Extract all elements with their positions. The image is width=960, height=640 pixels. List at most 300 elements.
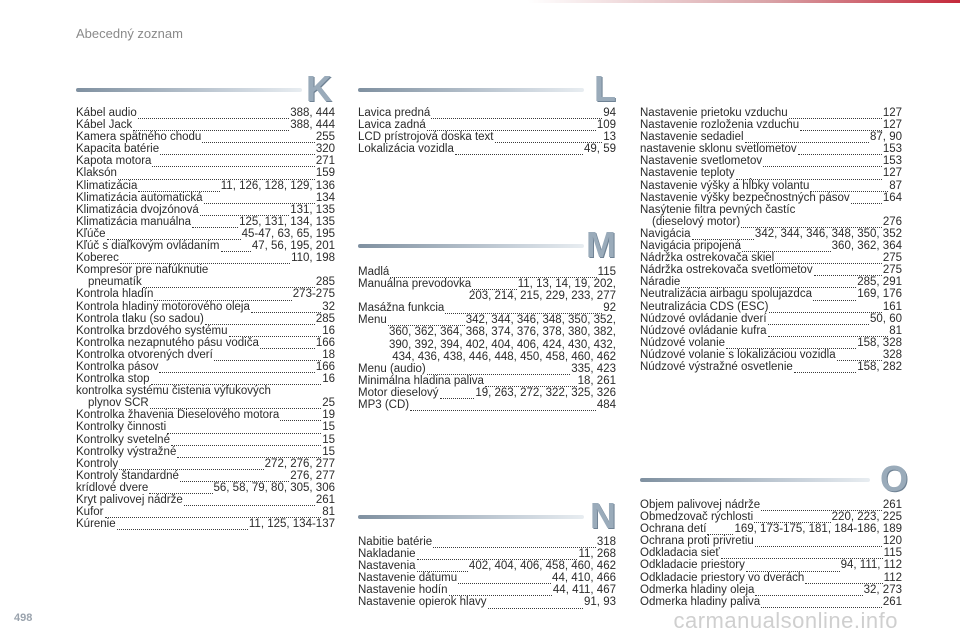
entry-term: Náradie bbox=[640, 276, 681, 289]
entry-row bbox=[640, 264, 902, 276]
entry-pages: 47, 56, 195, 201 bbox=[251, 240, 335, 253]
entry-term: Navigácia bbox=[640, 227, 691, 240]
dot-leader bbox=[769, 303, 881, 313]
entry-row bbox=[76, 216, 335, 228]
entry-pages: 275 bbox=[882, 252, 902, 265]
section-letter-l: L bbox=[594, 68, 616, 109]
entry-pages: 158, 328 bbox=[857, 336, 902, 349]
entry-term: nastavenie sklonu svetlometov bbox=[640, 143, 797, 156]
entry-pages: 32, 273 bbox=[863, 583, 902, 596]
watermark-text: carmanualsonline.info bbox=[673, 608, 898, 633]
entry-term: Nastavenie rozloženia vzduchu bbox=[640, 119, 800, 132]
dot-leader bbox=[171, 436, 321, 446]
dot-leader bbox=[410, 401, 596, 411]
dot-leader bbox=[119, 460, 263, 470]
section-letter-n: N bbox=[590, 495, 616, 536]
entry-pages: 49, 59 bbox=[584, 143, 616, 156]
dot-leader bbox=[427, 365, 570, 375]
entry-term: plynov SCR bbox=[88, 397, 149, 410]
entry-row bbox=[76, 494, 335, 506]
entry-term: Odmerka hladiny oleja bbox=[640, 583, 755, 596]
entry-term: krídlové dvere bbox=[76, 481, 149, 494]
index-column-k bbox=[76, 107, 335, 530]
entry-term: Nastavenie výšky bezpečnostných pásov bbox=[640, 191, 850, 204]
entry-pages: 125, 131, 134, 135 bbox=[239, 215, 335, 228]
entry-term: Kontroly štandardné bbox=[76, 469, 179, 482]
dot-leader bbox=[160, 145, 315, 155]
entry-row bbox=[640, 584, 902, 596]
dot-leader bbox=[177, 448, 321, 458]
index-entry bbox=[76, 301, 335, 313]
entry-term: Manuálna prevodovka bbox=[358, 278, 472, 291]
index-entry bbox=[76, 518, 335, 530]
entry-term: Kontrolka pásov bbox=[76, 360, 159, 373]
index-entry bbox=[358, 375, 616, 387]
dot-leader bbox=[417, 550, 578, 560]
dot-leader bbox=[721, 549, 883, 559]
dot-leader bbox=[214, 351, 321, 361]
section-header-o bbox=[640, 460, 908, 500]
entry-pages: 220, 223, 225 bbox=[831, 511, 902, 524]
entry-term: Kúrenie bbox=[76, 518, 116, 531]
entry-row bbox=[358, 548, 616, 560]
entry-term: Odkladacie priestory bbox=[640, 559, 745, 572]
entry-term: Neutralizácia CDS (ESC) bbox=[640, 300, 769, 313]
entry-row bbox=[640, 523, 902, 535]
dot-leader bbox=[761, 598, 882, 608]
entry-row bbox=[640, 240, 902, 252]
entry-pages: 127 bbox=[882, 167, 902, 180]
entry-pages: 276, 277 bbox=[290, 469, 335, 482]
index-entry bbox=[358, 107, 616, 119]
entry-pages: 261 bbox=[315, 494, 335, 506]
entry-pages: 276 bbox=[882, 215, 902, 228]
dot-leader bbox=[117, 520, 248, 530]
entry-row bbox=[358, 107, 616, 119]
index-entry bbox=[76, 180, 335, 192]
entry-pages: 261 bbox=[882, 595, 902, 608]
index-entry bbox=[76, 240, 335, 252]
entry-row bbox=[358, 119, 616, 131]
entry-pages: 169, 176 bbox=[857, 288, 902, 301]
index-entry bbox=[76, 119, 335, 131]
index-entry bbox=[640, 361, 902, 373]
index-entry bbox=[76, 288, 335, 300]
entry-row bbox=[640, 349, 902, 361]
entry-pages: 153 bbox=[882, 155, 902, 168]
dot-leader bbox=[143, 278, 315, 288]
index-entry bbox=[640, 535, 902, 547]
entry-row bbox=[640, 252, 902, 264]
dot-leader bbox=[495, 133, 603, 143]
index-entry bbox=[640, 349, 902, 361]
entry-term: Minimálna hladina paliva bbox=[358, 374, 484, 387]
section-header-m bbox=[358, 226, 616, 266]
entry-term: Kontroly bbox=[76, 457, 119, 470]
entry-pages: 158, 282 bbox=[857, 360, 902, 373]
dot-leader bbox=[152, 157, 314, 167]
entry-term: Kľúč s diaľkovým ovládaním bbox=[76, 240, 220, 253]
entry-term: Kamera spätného chodu bbox=[76, 131, 202, 144]
index-entry bbox=[76, 264, 335, 288]
entry-term: Nastavenie sedadiel bbox=[640, 131, 744, 144]
entry-row bbox=[76, 252, 335, 264]
entry-row bbox=[358, 387, 616, 399]
entry-term: Klimatizácia manuálna bbox=[76, 215, 192, 228]
entry-pages: 15 bbox=[322, 433, 335, 446]
entry-term-first-line: Kompresor pre nafúknutie bbox=[76, 264, 209, 277]
dot-leader bbox=[761, 501, 882, 511]
top-accent-bar bbox=[0, 0, 960, 3]
index-entry bbox=[76, 482, 335, 494]
entry-row bbox=[358, 560, 616, 572]
entry-pages: 328 bbox=[882, 348, 902, 361]
entry-row bbox=[76, 131, 335, 143]
dot-leader bbox=[681, 278, 856, 288]
entry-term: Nabitie batérie bbox=[358, 536, 433, 548]
index-entry bbox=[76, 216, 335, 228]
entry-term: Odkladacia sieť bbox=[640, 547, 720, 560]
index-entry bbox=[76, 204, 335, 216]
index-entry bbox=[358, 560, 616, 572]
entry-term: Kufor bbox=[76, 506, 104, 519]
entry-pages: 45-47, 63, 65, 195 bbox=[241, 227, 335, 240]
entry-term: Nastavenie dátumu bbox=[358, 572, 458, 585]
dot-leader bbox=[488, 599, 584, 609]
entry-row bbox=[358, 399, 616, 411]
entry-pages: 81 bbox=[322, 506, 335, 519]
entry-pages: 388, 444 bbox=[290, 119, 335, 132]
index-entry bbox=[76, 167, 335, 179]
entry-term: Kľúče bbox=[76, 227, 106, 240]
entry-row bbox=[76, 373, 335, 385]
index-entry bbox=[640, 572, 902, 584]
section-header-k bbox=[76, 70, 332, 110]
entry-row bbox=[358, 596, 616, 608]
entry-pages: 16 bbox=[322, 324, 335, 337]
dot-leader bbox=[149, 484, 212, 494]
entry-term-first-line: kontrolka systému čistenia výfukových bbox=[76, 385, 271, 398]
entry-term: pneumatík bbox=[88, 276, 142, 289]
dot-leader bbox=[798, 145, 882, 155]
entry-term: Nastavenie výšky a hĺbky volantu bbox=[640, 179, 810, 192]
dot-leader bbox=[458, 574, 551, 584]
entry-term: Nastavenie teploty bbox=[640, 167, 735, 180]
index-entry bbox=[358, 143, 616, 155]
index-entry bbox=[358, 363, 616, 375]
dot-leader bbox=[742, 242, 831, 252]
entry-row bbox=[640, 143, 902, 155]
dot-leader bbox=[800, 121, 882, 131]
entry-pages: 272, 276, 277 bbox=[264, 457, 335, 470]
entry-term: Kábel Jack bbox=[76, 119, 133, 132]
index-entry bbox=[76, 131, 335, 143]
entry-row bbox=[76, 107, 335, 119]
dot-leader bbox=[754, 513, 831, 523]
entry-row bbox=[358, 143, 616, 155]
dot-leader bbox=[768, 327, 889, 337]
entry-pages: 112 bbox=[883, 571, 902, 584]
entry-row bbox=[640, 499, 902, 511]
entry-term: Masážna funkcia bbox=[358, 302, 445, 315]
index-column-l bbox=[358, 107, 616, 155]
entry-row bbox=[358, 278, 616, 290]
entry-term: Motor dieselový bbox=[358, 386, 439, 399]
entry-pages: 32 bbox=[322, 300, 335, 313]
entry-pages: 255 bbox=[315, 131, 335, 144]
entry-pages: 320 bbox=[315, 143, 335, 156]
dot-leader bbox=[431, 109, 602, 119]
entry-row bbox=[640, 511, 902, 523]
entry-pages: 388, 444 bbox=[290, 107, 335, 119]
section-divider-line bbox=[358, 88, 584, 92]
dot-leader bbox=[202, 133, 315, 143]
index-entry bbox=[358, 119, 616, 131]
entry-term: Klimatizácia automatická bbox=[76, 191, 203, 204]
entry-row bbox=[76, 470, 335, 482]
entry-pages: 91, 93 bbox=[584, 596, 616, 609]
entry-row bbox=[76, 349, 335, 361]
entry-pages: 164 bbox=[882, 191, 902, 204]
entry-row bbox=[76, 397, 335, 409]
section-divider-line bbox=[640, 478, 870, 482]
index-entry bbox=[76, 337, 335, 349]
index-entry bbox=[640, 596, 902, 608]
entry-row bbox=[358, 572, 616, 584]
entry-pages: 166 bbox=[315, 336, 335, 349]
dot-leader bbox=[204, 194, 315, 204]
dot-leader bbox=[105, 508, 322, 518]
entry-row bbox=[76, 143, 335, 155]
index-entry bbox=[76, 458, 335, 470]
entry-pages: 94, 111, 112 bbox=[840, 559, 902, 572]
index-entry bbox=[358, 536, 616, 548]
index-entry bbox=[76, 434, 335, 446]
dot-leader bbox=[433, 538, 596, 548]
entry-pages-continued: 434, 436, 438, 446, 448, 450, 458, 460, 462 bbox=[392, 350, 616, 363]
entry-row bbox=[76, 458, 335, 470]
entry-pages: 87, 90 bbox=[870, 131, 902, 144]
dot-leader bbox=[741, 218, 882, 228]
entry-pages: 285, 291 bbox=[857, 276, 902, 289]
entry-pages: 115 bbox=[597, 266, 616, 278]
entry-row bbox=[640, 216, 902, 228]
dot-leader bbox=[180, 472, 289, 482]
entry-row bbox=[76, 119, 335, 131]
section-letter-o: O bbox=[879, 458, 908, 499]
index-entry bbox=[358, 266, 616, 278]
entry-row bbox=[76, 506, 335, 518]
index-entry bbox=[640, 252, 902, 264]
dot-leader bbox=[184, 496, 315, 506]
entry-term: Lavica zadná bbox=[358, 119, 426, 132]
entry-term: Nastavenie svetlometov bbox=[640, 155, 763, 168]
entry-pages: 127 bbox=[882, 119, 902, 132]
entry-pages: 166 bbox=[315, 360, 335, 373]
index-entry bbox=[640, 313, 902, 325]
index-entry bbox=[640, 107, 902, 119]
dot-leader bbox=[388, 316, 465, 326]
index-entry bbox=[76, 373, 335, 385]
dot-leader bbox=[472, 280, 517, 290]
dot-leader bbox=[159, 363, 314, 373]
index-entry bbox=[76, 470, 335, 482]
entry-row bbox=[358, 584, 616, 596]
index-entry bbox=[640, 511, 902, 523]
index-entry bbox=[76, 143, 335, 155]
index-entry bbox=[76, 325, 335, 337]
dot-leader bbox=[763, 157, 882, 167]
entry-row bbox=[640, 107, 902, 119]
dot-leader bbox=[736, 170, 882, 180]
dot-leader bbox=[745, 133, 869, 143]
entry-term: MP3 (CD) bbox=[358, 399, 410, 412]
index-entry bbox=[640, 228, 902, 240]
entry-pages: 261 bbox=[882, 499, 902, 511]
entry-term-first-line: Nasýtenie filtra pevných častíc bbox=[640, 203, 796, 216]
entry-row bbox=[640, 596, 902, 608]
dot-leader bbox=[280, 411, 321, 421]
dot-leader bbox=[138, 109, 289, 119]
index-entry bbox=[76, 409, 335, 421]
entry-row bbox=[76, 155, 335, 167]
entry-pages: 92 bbox=[603, 302, 616, 315]
entry-pages-continued: 390, 392, 394, 402, 404, 406, 424, 430, 432, bbox=[388, 338, 616, 351]
entry-term: Madlá bbox=[358, 266, 390, 278]
entry-pages: 335, 423 bbox=[571, 362, 616, 375]
entry-term: Kontrola hladiny motorového oleja bbox=[76, 300, 250, 313]
dot-leader bbox=[789, 109, 882, 119]
entry-term: Ochrana detí bbox=[640, 523, 707, 536]
entry-pages: 484 bbox=[596, 399, 616, 412]
entry-term: Núdzové volanie bbox=[640, 336, 726, 349]
index-entry bbox=[640, 155, 902, 167]
index-entry bbox=[640, 288, 902, 300]
entry-term: Núdzové volanie s lokalizáciou vozidla bbox=[640, 348, 836, 361]
section-header-l bbox=[358, 70, 616, 110]
entry-term: Neutralizácia airbagu spolujazdca bbox=[640, 288, 812, 301]
index-entry bbox=[76, 421, 335, 433]
dot-leader bbox=[837, 351, 882, 361]
entry-pages: 25 bbox=[322, 397, 335, 410]
dot-leader bbox=[455, 145, 583, 155]
entry-row bbox=[76, 482, 335, 494]
dot-leader bbox=[851, 194, 882, 204]
dot-leader bbox=[133, 121, 289, 131]
dot-leader bbox=[427, 121, 596, 131]
entry-row bbox=[640, 535, 902, 547]
entry-row bbox=[76, 204, 335, 216]
entry-term: Klimatizácia dvojzónová bbox=[76, 203, 199, 216]
entry-row bbox=[640, 337, 902, 349]
entry-row bbox=[358, 363, 616, 375]
index-entry bbox=[640, 192, 902, 204]
entry-pages: 50, 60 bbox=[870, 312, 902, 325]
dot-leader bbox=[810, 182, 888, 192]
entry-pages: 16 bbox=[322, 373, 335, 386]
entry-row bbox=[76, 337, 335, 349]
dot-leader bbox=[805, 574, 882, 584]
entry-row bbox=[640, 131, 902, 143]
entry-term: Kryt palivovej nádrže bbox=[76, 494, 183, 506]
dot-leader bbox=[485, 377, 577, 387]
entry-pages: 110, 198 bbox=[291, 252, 335, 265]
entry-term: Koberec bbox=[76, 252, 119, 265]
entry-row bbox=[76, 325, 335, 337]
dot-leader bbox=[151, 375, 322, 385]
dot-leader bbox=[692, 230, 754, 240]
entry-pages: 19, 263, 272, 322, 325, 326 bbox=[475, 386, 616, 399]
index-entry bbox=[640, 325, 902, 337]
dot-leader bbox=[440, 389, 475, 399]
dot-leader bbox=[150, 399, 321, 409]
index-entry bbox=[640, 119, 902, 131]
index-entry bbox=[76, 252, 335, 264]
section-letter-m: M bbox=[586, 224, 616, 265]
entry-row bbox=[76, 313, 335, 325]
entry-pages: 19 bbox=[322, 409, 335, 422]
dot-leader bbox=[260, 339, 315, 349]
entry-row bbox=[640, 301, 902, 313]
entry-pages: 44, 410, 466 bbox=[552, 572, 616, 585]
entry-term: Nastavenie opierok hlavy bbox=[358, 596, 487, 609]
entry-term: Lokalizácia vozidla bbox=[358, 143, 454, 156]
dot-leader bbox=[775, 254, 882, 264]
index-entry bbox=[358, 596, 616, 608]
index-entry bbox=[640, 276, 902, 288]
index-entry bbox=[76, 107, 335, 119]
entry-pages: 360, 362, 364 bbox=[831, 240, 902, 253]
entry-row bbox=[640, 361, 902, 373]
entry-row bbox=[76, 288, 335, 300]
entry-pages: 87 bbox=[889, 179, 902, 192]
entry-term: Kontrolka stop bbox=[76, 373, 150, 386]
index-entry bbox=[640, 337, 902, 349]
dot-leader bbox=[200, 206, 290, 216]
entry-pages: 13 bbox=[603, 131, 616, 144]
dot-leader bbox=[229, 327, 322, 337]
entry-term: Nastavenie hodín bbox=[358, 584, 448, 597]
entry-pages: 115 bbox=[883, 547, 902, 560]
dot-leader bbox=[814, 266, 882, 276]
dot-leader bbox=[138, 182, 219, 192]
dot-leader bbox=[707, 525, 733, 535]
entry-term: Kontrolky výstražné bbox=[76, 445, 177, 458]
index-entry bbox=[76, 155, 335, 167]
entry-pages: 11, 126, 128, 129, 136 bbox=[220, 179, 335, 192]
dot-leader bbox=[813, 291, 856, 301]
entry-row bbox=[358, 314, 616, 326]
dot-leader bbox=[118, 170, 315, 180]
entry-term: Nádržka ostrekovača svetlometov bbox=[640, 264, 813, 277]
entry-row bbox=[640, 192, 902, 204]
entry-term: Kontrola hladín bbox=[76, 288, 154, 301]
section-divider-line bbox=[76, 88, 302, 92]
entry-row bbox=[358, 536, 616, 548]
dot-leader bbox=[794, 363, 856, 373]
index-entry bbox=[640, 180, 902, 192]
entry-term: Kontrolky činnosti bbox=[76, 421, 167, 434]
dot-leader bbox=[221, 242, 251, 252]
index-entry bbox=[76, 506, 335, 518]
entry-term: Kontrolky svetelné bbox=[76, 433, 170, 446]
index-entry bbox=[640, 301, 902, 313]
entry-row bbox=[76, 228, 335, 240]
page-number: 498 bbox=[14, 612, 33, 624]
entry-term: Kontrolka brzdového systému bbox=[76, 324, 228, 337]
entry-pages: 94 bbox=[603, 107, 616, 119]
entry-pages: 271 bbox=[315, 155, 335, 168]
